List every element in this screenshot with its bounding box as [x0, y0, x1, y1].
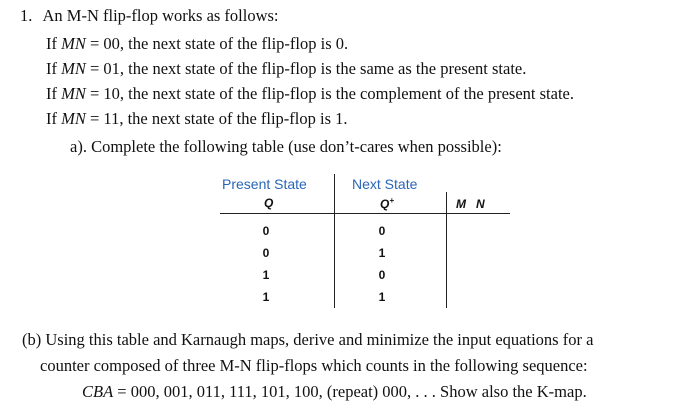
- q-cell: 0: [262, 224, 270, 238]
- rule-line: If MN = 10, the next state of the flip-flop is the complement of the present state.: [46, 84, 575, 103]
- q-cell: 0: [262, 246, 270, 260]
- part-a-instruction: a). Complete the following table (use don’t-cares when possible):: [70, 137, 502, 156]
- problem-intro: An M-N flip-flop works as follows:: [42, 6, 279, 25]
- column-divider: [334, 174, 335, 308]
- mn-column-label: M N: [456, 197, 485, 211]
- part-b-line-2: counter composed of three M-N flip-flops which counts in the following sequence:: [40, 356, 588, 375]
- qplus-cell: 1: [378, 290, 386, 304]
- column-divider: [446, 192, 447, 308]
- present-state-header: Present State: [222, 176, 307, 192]
- header-rule: [220, 213, 510, 214]
- state-table: [210, 172, 510, 312]
- qplus-cell: 0: [378, 224, 386, 238]
- q-column-label: Q: [264, 196, 274, 210]
- q-cell: 1: [262, 290, 270, 304]
- part-b-line-1: (b) Using this table and Karnaugh maps, derive and minimize the input equations for a: [22, 330, 594, 349]
- qplus-column-label: Q+: [380, 196, 395, 211]
- qplus-cell: 1: [378, 246, 386, 260]
- part-b-line-3: CBA = 000, 001, 011, 111, 101, 100, (repeat) 000, . . . Show also the K-map.: [82, 382, 587, 401]
- q-cell: 1: [262, 268, 270, 282]
- rule-line: If MN = 11, the next state of the flip-flop is 1.: [46, 109, 348, 128]
- rule-line: If MN = 01, the next state of the flip-flop is the same as the present state.: [46, 59, 527, 78]
- rule-line: If MN = 00, the next state of the flip-flop is 0.: [46, 34, 349, 53]
- next-state-header: Next State: [352, 176, 418, 192]
- qplus-cell: 0: [378, 268, 386, 282]
- problem-number: 1.: [20, 6, 33, 25]
- problem-heading: [20, 6, 279, 26]
